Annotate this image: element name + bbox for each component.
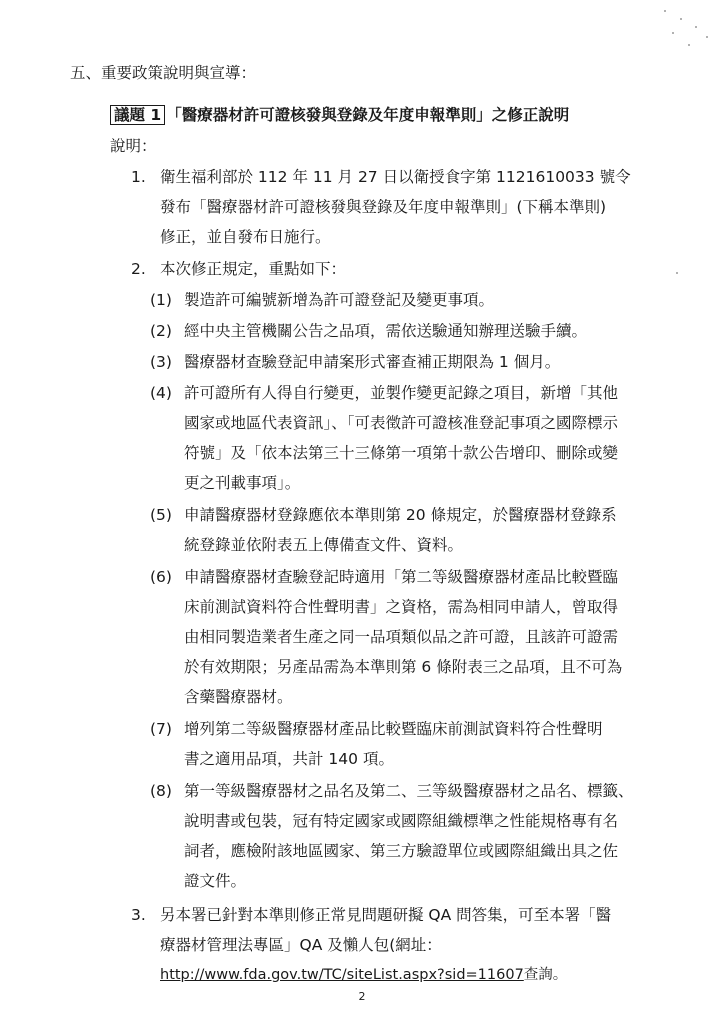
point-number: (8) (150, 782, 172, 800)
point-number: (3) (150, 353, 172, 371)
item-text-line: 另本署已針對本準則修正常見問題研擬 QA 問答集，可至本署「醫 (160, 906, 612, 924)
point-text-line: 申請醫療器材查驗登記時適用「第二等級醫療器材產品比較暨臨 (184, 568, 619, 586)
point-number: (6) (150, 568, 172, 586)
point-text-line: 製造許可編號新增為許可證登記及變更事項。 (184, 291, 495, 309)
page-number: 2 (358, 990, 366, 1003)
explain-label: 說明： (110, 137, 157, 155)
point-text-line: 詞者，應檢附該地區國家、第三方驗證單位或國際組織出具之佐 (184, 842, 619, 860)
item-text-line: 衛生福利部於 112 年 11 月 27 日以衛授食字第 1121610033 號令 (160, 168, 631, 186)
item-number: 1. (131, 168, 146, 186)
point-text-line: 符號」及「依本法第三十三條第一項第十款公告增印、刪除或變 (184, 444, 619, 462)
item-text-line: 發布「醫療器材許可證核發與登錄及年度申報準則」(下稱本準則) (160, 198, 607, 216)
point-text-line: 床前測試資料符合性聲明書」之資格，需為相同申請人，曾取得 (184, 598, 619, 616)
item-number: 3. (131, 906, 146, 924)
point-text-line: 許可證所有人得自行變更，並製作變更記錄之項目，新增「其他 (184, 384, 619, 402)
section-heading: 五、重要政策說明與宣導： (70, 64, 257, 82)
item-text-line: 修正，並自發布日施行。 (160, 228, 331, 246)
point-text-line: 於有效期限；另產品需為本準則第 6 條附表三之品項，且不可為 (184, 658, 623, 676)
point-text-line: 國家或地區代表資訊」、「可表徵許可證核准登記事項之國際標示 (184, 414, 619, 432)
item-text-line: 療器材管理法專區」QA 及懶人包(網址： (160, 936, 442, 954)
point-text-line: 證文件。 (184, 872, 247, 890)
url-line (160, 964, 567, 986)
point-text-line: 含藥醫療器材。 (184, 688, 293, 706)
scan-speck (676, 272, 678, 274)
fda-url-link[interactable]: http://www.fda.gov.tw/TC/siteList.aspx?sid=11607 (160, 967, 524, 983)
scan-speck (695, 26, 697, 28)
point-text-line: 增列第二等級醫療器材產品比較暨臨床前測試資料符合性聲明 (184, 720, 603, 738)
point-number: (4) (150, 384, 172, 402)
point-text-line: 書之適用品項，共計 140 項。 (184, 750, 394, 768)
point-text-line: 更之刊載事項」。 (184, 474, 301, 492)
scan-speck (706, 36, 708, 38)
scan-speck (664, 10, 666, 12)
issue-title: 「醫療器材許可證核發與登錄及年度申報準則」之修正說明 (166, 106, 570, 124)
scan-speck (680, 18, 682, 20)
point-number: (2) (150, 322, 172, 340)
item-text-line: 本次修正規定，重點如下： (160, 260, 347, 278)
point-text-line: 醫療器材查驗登記申請案形式審查補正期限為 1 個月。 (184, 353, 561, 371)
issue-heading (110, 104, 569, 126)
point-text-line: 申請醫療器材登錄應依本準則第 20 條規定，於醫療器材登錄系 (184, 506, 617, 524)
point-text-line: 統登錄並依附表五上傳備查文件、資料。 (184, 536, 464, 554)
point-text-line: 第一等級醫療器材之品名及第二、三等級醫療器材之品名、標籤、 (184, 782, 634, 800)
scan-speck (672, 32, 674, 34)
point-number: (5) (150, 506, 172, 524)
point-text-line: 說明書或包裝，冠有特定國家或國際組織標準之性能規格專有名 (184, 812, 619, 830)
url-suffix: 查詢。 (523, 967, 568, 983)
scan-speck (688, 44, 690, 46)
point-number: (1) (150, 291, 172, 309)
issue-label: 議題 1 (110, 105, 165, 125)
point-text-line: 經中央主管機關公告之品項，需依送驗通知辦理送驗手續。 (184, 322, 588, 340)
point-number: (7) (150, 720, 172, 738)
point-text-line: 由相同製造業者生產之同一品項類似品之許可證，且該許可證需 (184, 628, 619, 646)
item-number: 2. (131, 260, 146, 278)
